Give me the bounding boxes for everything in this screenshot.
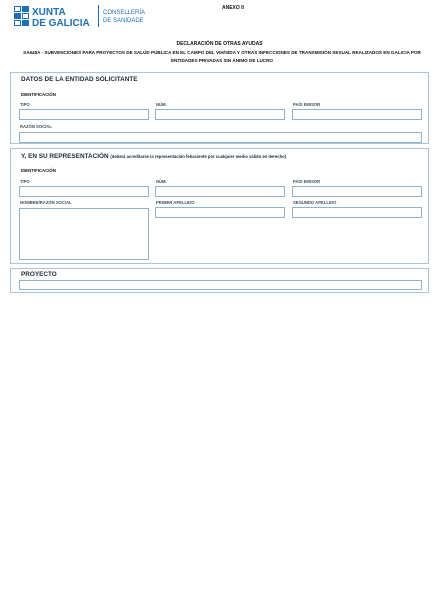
annex-label: ANEXO II <box>222 5 244 11</box>
applicant-section <box>10 72 429 144</box>
representative-primer-apellido-label: PRIMER APELLIDO <box>156 200 195 205</box>
applicant-section-title: DATOS DE LA ENTIDAD SOLICITANTE <box>21 76 138 83</box>
project-field[interactable] <box>19 280 422 290</box>
project-section <box>10 268 429 293</box>
logo-divider <box>98 5 99 27</box>
representative-identification-title: IDENTIFICACIÓN <box>21 168 56 173</box>
applicant-num-field[interactable] <box>155 109 285 120</box>
representative-num-field[interactable] <box>155 186 285 197</box>
representative-primer-apellido-field[interactable] <box>155 207 285 218</box>
applicant-pais-field[interactable] <box>292 109 422 120</box>
representative-pais-field[interactable] <box>292 186 422 197</box>
representative-note: (deberá acreditarse la representación fehaciente por cualquier medio válido en derecho) <box>110 154 287 159</box>
applicant-num-label: NÚM. <box>156 102 167 107</box>
project-section-title: PROYECTO <box>21 271 57 278</box>
representative-tipo-label: TIPO <box>20 179 30 184</box>
brand-line-2: DE GALICIA <box>32 18 90 28</box>
applicant-tipo-label: TIPO <box>20 102 30 107</box>
representative-nombre-label: NOMBRE/RAZÓN SOCIAL <box>20 200 72 205</box>
representative-num-label: NÚM. <box>156 179 167 184</box>
representative-segundo-apellido-field[interactable] <box>292 207 422 218</box>
applicant-razon-field[interactable] <box>19 132 422 143</box>
xunta-de-galicia-logo <box>14 4 154 28</box>
document-subtitle: SA645A - SUBVENCIONES PARA PROYECTOS DE SALUD PÚBLICA EN EL CAMPO DEL VIH/SIDA Y OTRAS INFECCIONES DE TRANSMISIÓN SEXUAL REALIZADOS EN GALICIA POR ENTIDADES PRIVADAS SIN ÁNIMO DE LUCRO <box>23 50 421 63</box>
applicant-pais-label: PAÍS EMISOR <box>293 102 321 107</box>
document-title: DECLARACIÓN DE OTRAS AYUDAS <box>176 41 263 47</box>
representative-nombre-field[interactable] <box>19 208 149 260</box>
department-line-1: CONSELLERÍA <box>103 10 146 16</box>
representative-segundo-apellido-label: SEGUNDO APELLIDO <box>293 200 337 205</box>
applicant-tipo-field[interactable] <box>19 109 149 120</box>
applicant-razon-label: RAZÓN SOCIAL <box>20 124 52 129</box>
brand-line-1: XUNTA <box>32 7 66 18</box>
galicia-emblem-icon <box>14 6 29 26</box>
department-line-2: DE SANIDADE <box>103 18 144 24</box>
applicant-identification-title: IDENTIFICACIÓN <box>21 92 56 97</box>
representative-pais-label: PAÍS EMISOR <box>293 179 321 184</box>
representative-title-text: Y, EN SU REPRESENTACIÓN <box>21 153 109 160</box>
representative-section <box>10 148 429 264</box>
representative-tipo-field[interactable] <box>19 186 149 197</box>
representative-section-title <box>21 153 286 160</box>
